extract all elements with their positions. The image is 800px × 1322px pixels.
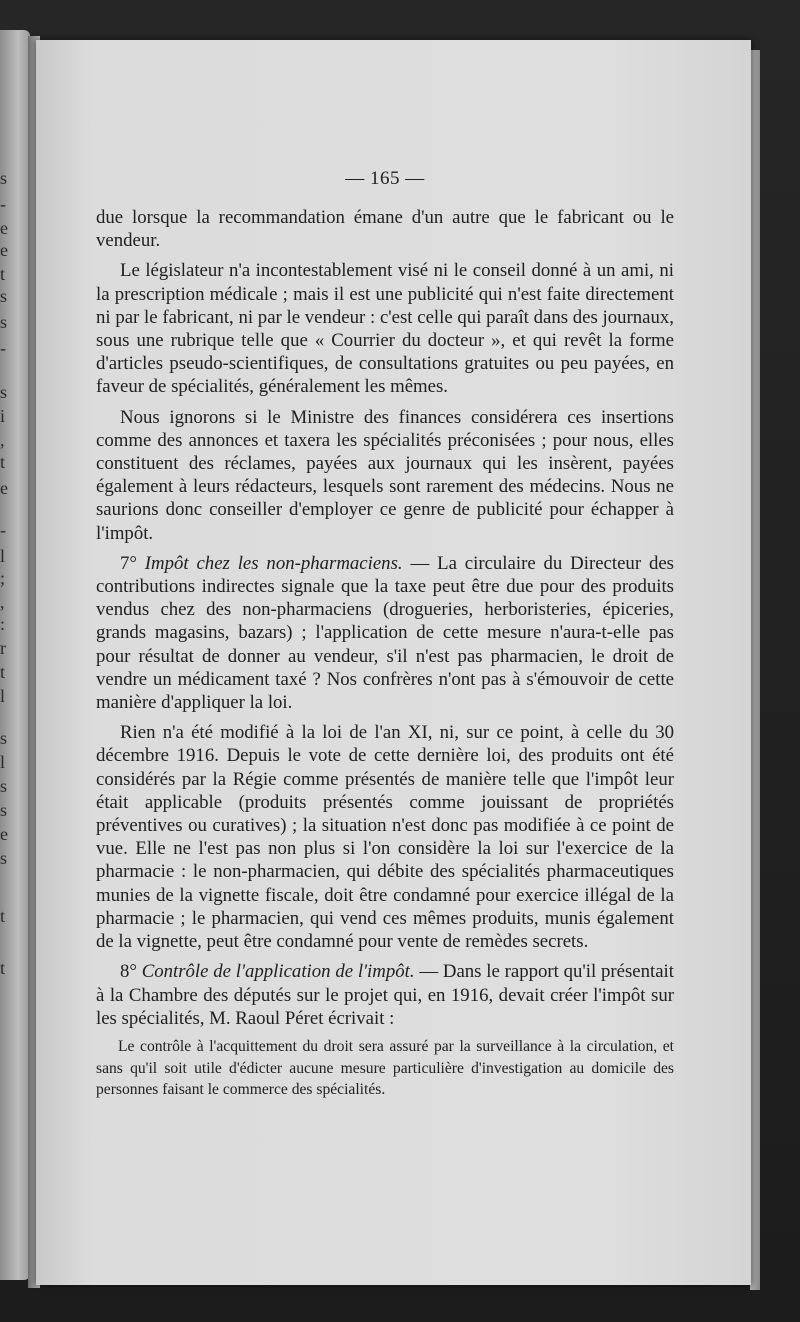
- section-heading: Impôt chez les non-pharmaciens.: [144, 552, 403, 574]
- paragraph-3: Nous ignorons si le Ministre des finances considérera ces insertions comme des annonces et taxera les spécialités préconisées ; pour nous, elles constituent des réclames, payées aux journaux qui les insèrent, payées également à leurs rédacteurs, lesquels sont rarement des médecins. Nous ne saurions donc conseiller d'employer ce genre de publicité pour échapper à l'impôt.: [96, 406, 674, 544]
- facing-page-char: s: [0, 728, 8, 748]
- facing-page-char: e: [0, 218, 8, 238]
- page-edge-shadow: [750, 50, 760, 1290]
- facing-page-char: :: [0, 614, 6, 634]
- facing-page-char: s: [0, 168, 8, 188]
- quotation: Le contrôle à l'acquittement du droit sera assuré par la surveillance à la circulation, et sans qu'il soit utile d'édicter aucune mesure particulière d'investigation au domicile des personnes faisant le commerce des spécialités.: [96, 1038, 674, 1099]
- paragraph-1: due lorsque la recommandation émane d'un autre que le fabricant ou le vendeur.: [96, 207, 674, 252]
- facing-page-char: ,: [0, 592, 5, 612]
- paragraph-2: Le législateur n'a incontestablement visé ni le conseil donné à un ami, ni la prescription médicale ; mais il est une publicité qui n'est faite directement ni par le fabricant, ni par le vendeur : c'est celle qui paraît dans des journaux, sous une rubrique telle que « Courrier du docteur », et qui revêt la forme d'articles pseudo-scientifiques, de consultations gratuites ou peu payées, en faveur de spécialités, généralement les mêmes.: [96, 260, 674, 398]
- facing-page-char: s: [0, 286, 8, 306]
- facing-page-char: t: [0, 662, 6, 682]
- facing-page-char: -: [0, 520, 6, 540]
- section-number: 8°: [120, 961, 137, 983]
- page-number: — 165 —: [345, 168, 425, 189]
- facing-page-char: e: [0, 240, 8, 260]
- paragraph-4: 7° Impôt chez les non-pharmaciens. — La circulaire du Directeur des contributions indirectes signale que la taxe peut être due pour des produits vendus chez des non-pharmaciens (drogueries, herboristeries, épiceries, grands magasins, bazars) ; l'application de cette mesure n'aura-t-elle pas pour résultat de donner au vendeur, s'il n'est pas pharmacien, le droit de vendre un médicament taxé ? Nos confrères n'ont pas à s'émouvoir de cette manière d'appliquer la loi.: [96, 552, 674, 714]
- facing-page-char: s: [0, 848, 8, 868]
- facing-page-char: ;: [0, 568, 6, 588]
- facing-page-char: t: [0, 264, 6, 284]
- book-page: [36, 40, 751, 1285]
- facing-page-char: l: [0, 752, 6, 772]
- paragraph-5: Rien n'a été modifié à la loi de l'an XI, ni, sur ce point, à celle du 30 décembre 1916. Depuis le vote de cette dernière loi, des produits ont été considérés par la Régie comme présentés de manière telle que l'impôt leur était applicable (produits présentés comme jouissant de propriétés préventives ou curatives) ; la situation n'est donc pas modifiée à ce point de vue. Elle ne l'est pas non plus si l'on considère la loi sur l'exercice de la pharmacie : le non-pharmacien, qui débite des spécialités pharmaceutiques munies de la vignette fiscale, doit être condamné pour exercice illégal de la pharmacie ; le pharmacien, qui vend ces mêmes produits, munis également de la vignette, peut être condamné pour vente de remèdes secrets.: [96, 722, 674, 953]
- facing-page-char: i: [0, 406, 6, 426]
- facing-page-char: l: [0, 546, 6, 566]
- facing-page-char: l: [0, 686, 6, 706]
- facing-page-char: r: [0, 638, 6, 658]
- facing-page-char: e: [0, 824, 8, 844]
- facing-page-char: t: [0, 906, 6, 926]
- facing-page-char: s: [0, 800, 8, 820]
- facing-page-char: s: [0, 312, 8, 332]
- facing-page-char: s: [0, 382, 8, 402]
- section-heading: Contrôle de l'application de l'impôt.: [141, 961, 415, 983]
- facing-page-char: e: [0, 478, 8, 498]
- facing-page-char: ,: [0, 430, 5, 450]
- facing-page-char: -: [0, 194, 6, 214]
- body-text: [96, 206, 674, 1037]
- section-number: 7°: [120, 552, 137, 574]
- facing-page-char: -: [0, 338, 6, 358]
- facing-page-char: t: [0, 958, 6, 978]
- facing-page-char: t: [0, 452, 6, 472]
- paragraph-6: 8° Contrôle de l'application de l'impôt. — Dans le rapport qu'il présentait à la Chambre des députés sur le projet qui, en 1916, devait créer l'impôt sur les spécialités, M. Raoul Péret écrivait :: [96, 961, 674, 1029]
- facing-page-char: s: [0, 776, 8, 796]
